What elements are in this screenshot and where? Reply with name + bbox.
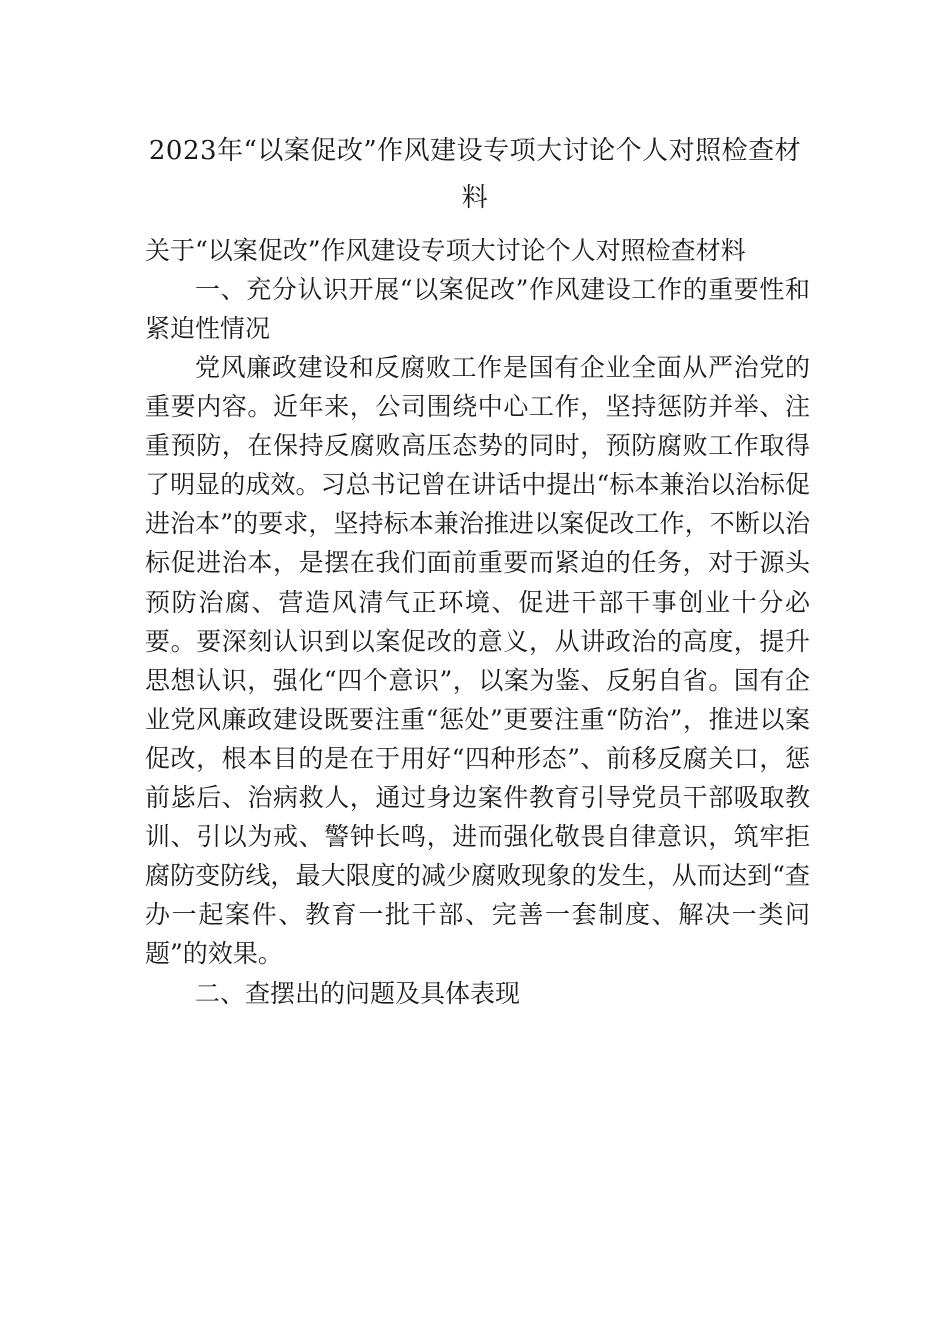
section-heading-1: 一、充分认识开展“以案促改”作风建设工作的重要性和紧迫性情况 [145,275,810,343]
section-heading-2: 二、查摆出的问题及具体表现 [195,978,521,1008]
body-paragraph-1: 党风廉政建设和反腐败工作是国有企业全面从严治党的重要内容。近年来，公司围绕中心工作，坚持惩防并举、注重预防，在保持反腐败高压态势的同时，预防腐败工作取得了明显的成效。习总书记曾在讲话中提出“标本兼治以治标促进治本”的要求，坚持标本兼治推进以案促改工作，不断以治标促进治本，是摆在我们面前重要而紧迫的任务，对于源头预防治腐、营造风清气正环境、促进干部干事创业十分必要。要深刻认识到以案促改的意义，从讲政治的高度，提升思想认识，强化“四个意识”，以案为鉴、反躬自省。国有企业党风廉政建设既要注重“惩处”更要注重“防治”，推进以案促改，根本目的是在于用好“四种形态”、前移反腐关口，惩前毖后、治病救人，通过身边案件教育引导党员干部吸取教训、引以为戒、警钟长鸣，进而强化敬畏自律意识，筑牢拒腐防变防线，最大限度的减少腐败现象的发生，从而达到“查办一起案件、教育一批干部、完善一套制度、解决一类问题”的效果。 [145,353,810,969]
document-subtitle: 关于“以案促改”作风建设专项大讨论个人对照检查材料 [145,236,746,265]
document-title: 2023年“以案促改”作风建设专项大讨论个人对照检查材料 [148,136,802,213]
document-body [145,231,810,1013]
